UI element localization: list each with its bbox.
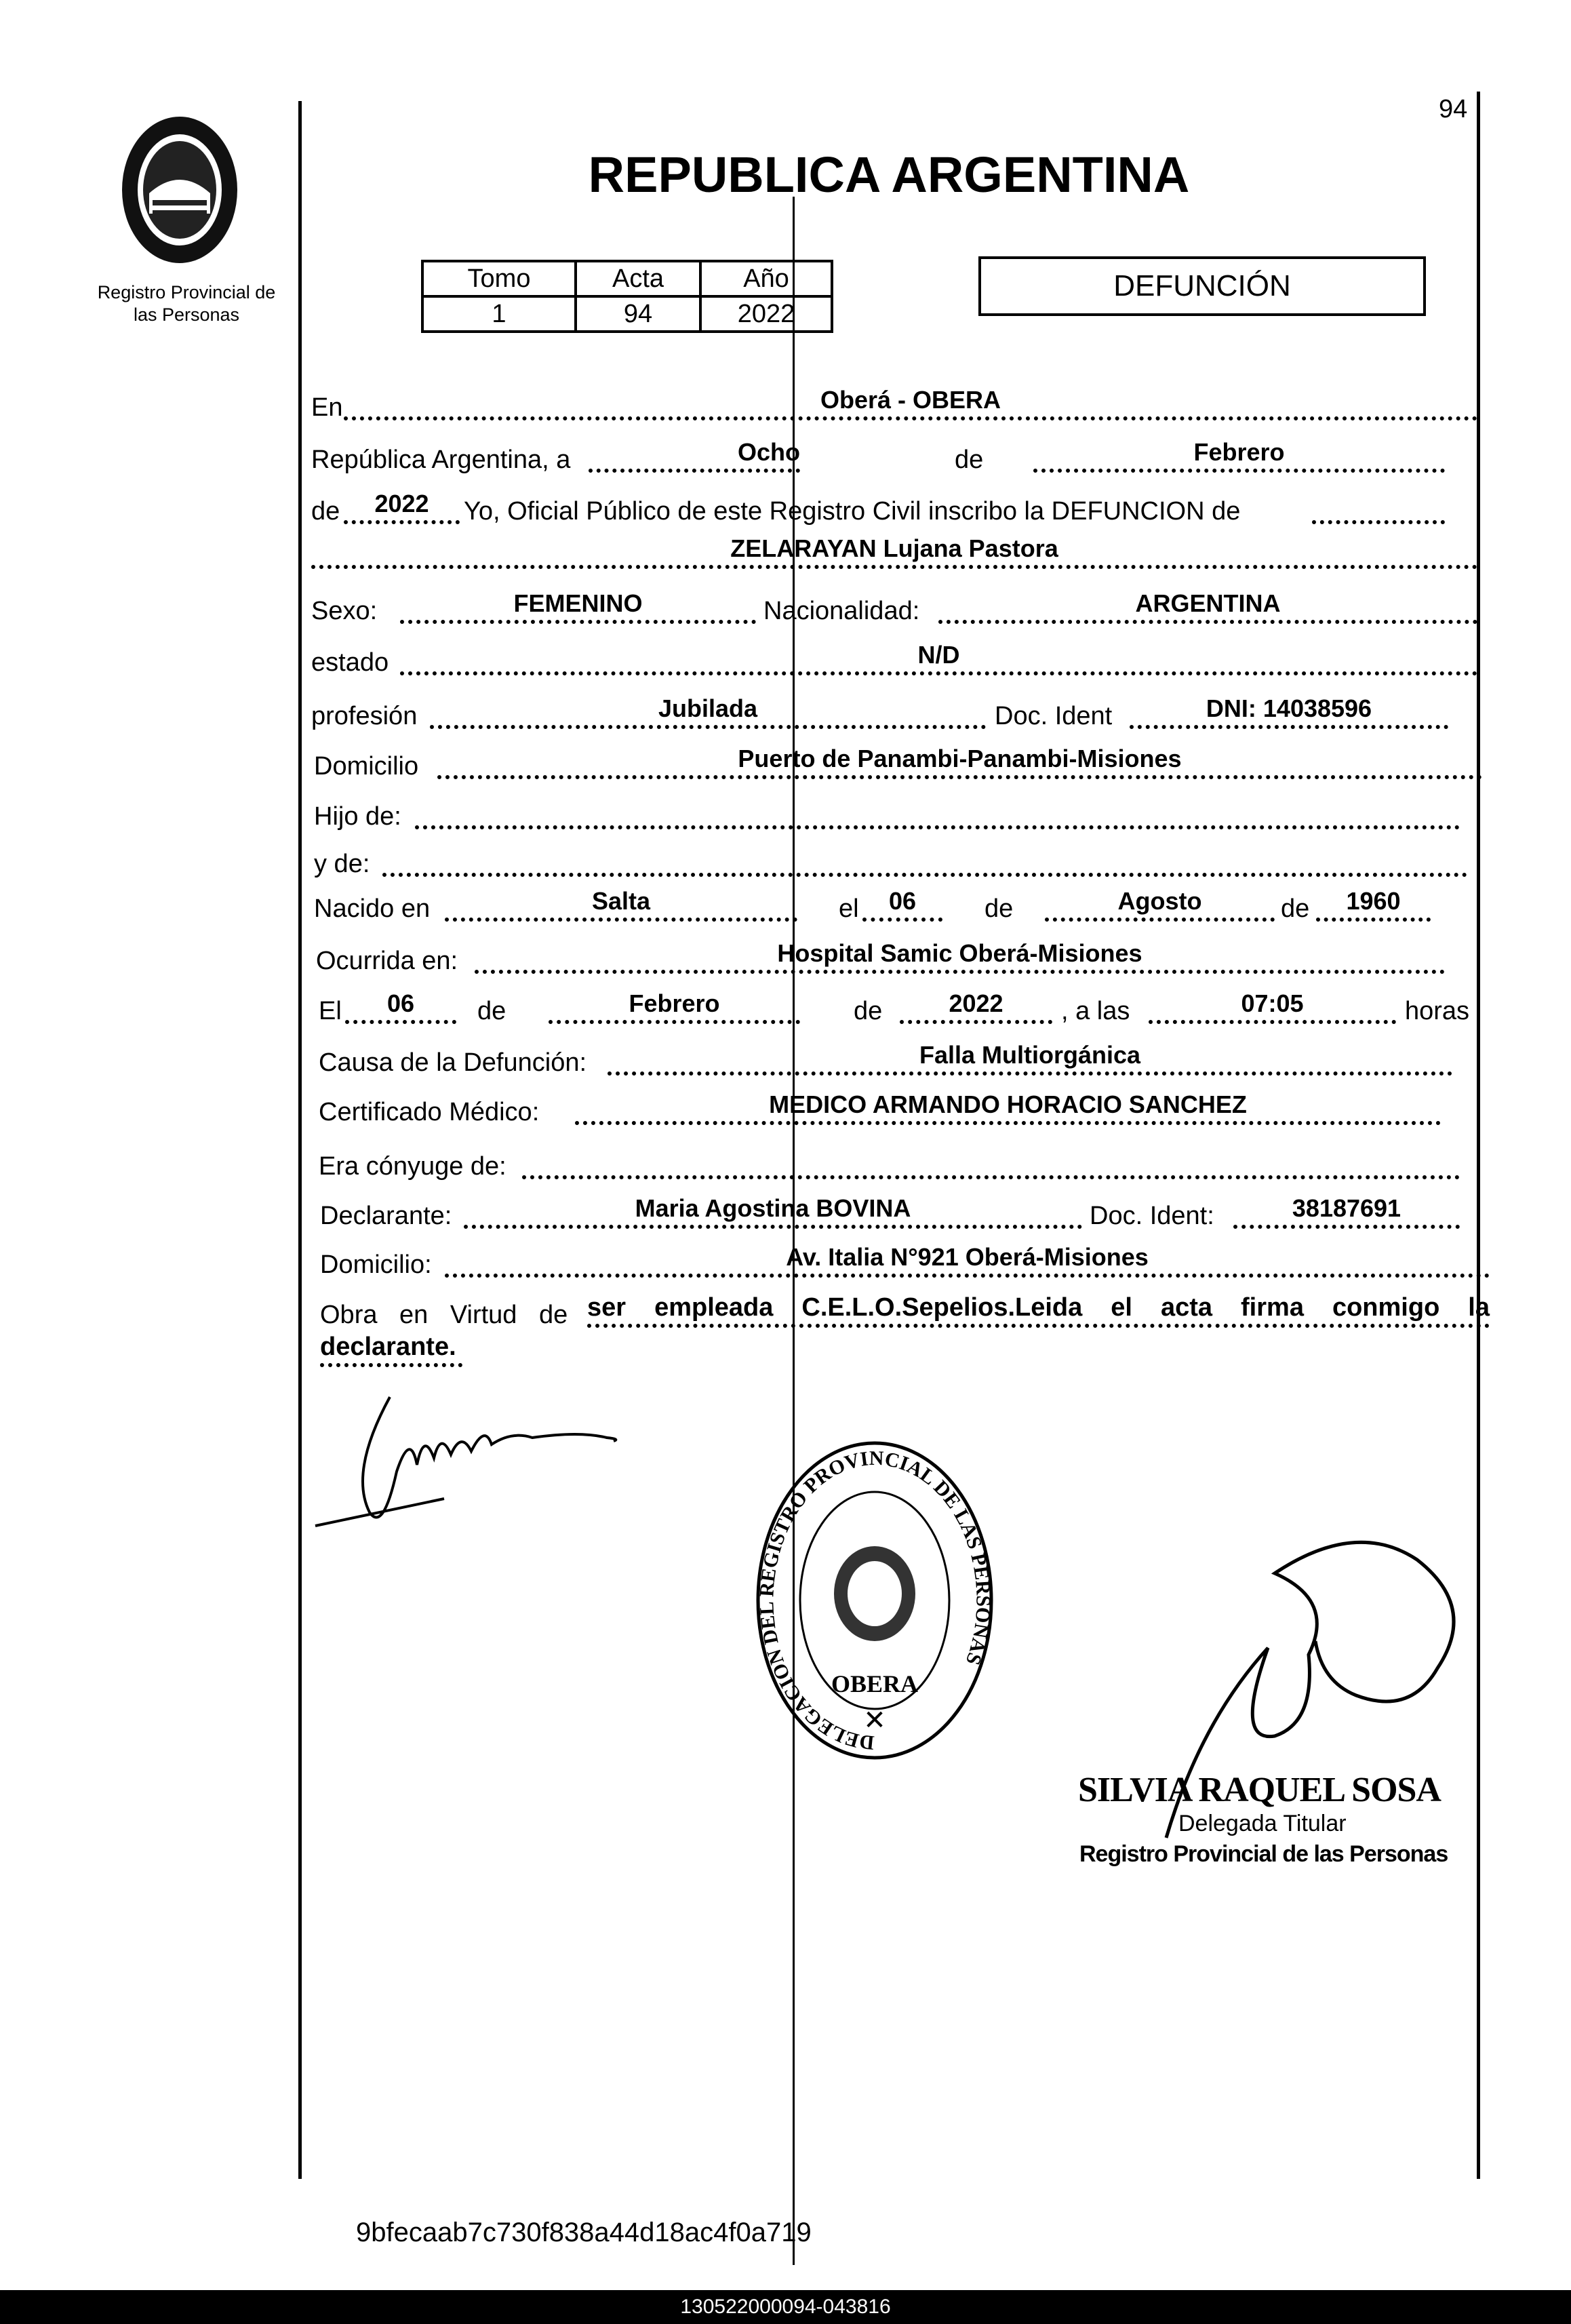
nacionalidad-label: Nacionalidad: (763, 597, 920, 625)
signatory-name: SILVIA RAQUEL SOSA (1078, 1771, 1441, 1809)
header-anio: Año (700, 261, 832, 296)
row-obra-end (0, 1331, 1571, 1378)
registry-label-line1: Registro Provincial de (97, 282, 276, 302)
day-field: Ocho (589, 436, 800, 473)
row-domicilio (0, 743, 1571, 790)
causa-field: Falla Multiorgánica (608, 1039, 1452, 1076)
de-label: de (477, 997, 506, 1025)
row-ocurrida (0, 937, 1571, 985)
declarante-domicilio-field: Av. Italia N°921 Oberá-Misiones (445, 1241, 1490, 1278)
horas-label: horas (1405, 997, 1470, 1025)
hijo-label: Hijo de: (314, 802, 401, 831)
registry-label (88, 281, 285, 326)
row-name (0, 532, 1571, 580)
row-sexo (0, 587, 1571, 635)
birth-day-field: 06 (862, 885, 942, 922)
conyuge-label: Era cónyuge de: (319, 1152, 506, 1181)
seal-text: DELEGACION DEL REGISTRO PROVINCIAL DE LAS PERSONAS (755, 1446, 995, 1754)
death-day-field: 06 (345, 987, 456, 1024)
death-month-field: Febrero (549, 987, 800, 1024)
birthplace-field: Salta (445, 885, 797, 922)
alas-label: , a las (1061, 997, 1130, 1025)
yo-trailing-field (1312, 488, 1445, 524)
row-certificado (0, 1088, 1571, 1136)
de-label: de (1281, 894, 1310, 923)
doc-ident-label: Doc. Ident (995, 702, 1113, 730)
en-label: En (311, 393, 343, 422)
estado-label: estado (311, 648, 389, 677)
ocurrida-label: Ocurrida en: (316, 947, 458, 975)
doc-ident-field: DNI: 14038596 (1130, 692, 1448, 729)
domicilio-field: Puerto de Panambi-Panambi-Misiones (437, 743, 1482, 779)
obra-end-field: declarante. (320, 1331, 462, 1367)
row-en (0, 384, 1571, 431)
certificado-field: MEDICO ARMANDO HORACIO SANCHEZ (575, 1088, 1441, 1125)
record-table (421, 260, 833, 333)
yo-text: Yo, Oficial Público de este Registro Civil inscribo la DEFUNCION de (464, 497, 1241, 526)
barcode-bar (0, 2290, 1571, 2324)
El-label: El (319, 997, 342, 1025)
obra-field: ser empleada C.E.L.O.Sepelios.Leida el acta firma conmigo la (587, 1291, 1490, 1328)
value-acta: 94 (576, 296, 700, 332)
death-year-field: 2022 (900, 987, 1052, 1024)
row-conyuge (0, 1143, 1571, 1190)
svg-text:✕: ✕ (863, 1706, 886, 1735)
deceased-name-field: ZELARAYAN Lujana Pastora (311, 532, 1477, 569)
hijo-field (415, 793, 1460, 829)
estado-field: N/D (400, 639, 1477, 675)
row-causa (0, 1039, 1571, 1086)
document-hash: 9bfecaab7c730f838a44d18ac4f0a719 (356, 2218, 812, 2247)
year-field: 2022 (344, 488, 460, 524)
declarant-signature (309, 1390, 688, 1539)
de-label: de (311, 497, 340, 526)
record-type-box: DEFUNCIÓN (978, 256, 1426, 316)
de-label: de (854, 997, 883, 1025)
place-field: Oberá - OBERA (344, 384, 1477, 420)
page-number: 94 (1439, 95, 1468, 123)
de-label: de (955, 446, 984, 474)
conyuge-field (522, 1143, 1460, 1179)
declarante-domicilio-label: Domicilio: (320, 1250, 432, 1279)
row-declarante-domicilio (0, 1241, 1571, 1288)
row-death-date (0, 987, 1571, 1035)
ocurrida-field: Hospital Samic Oberá-Misiones (475, 937, 1445, 974)
value-anio: 2022 (700, 296, 832, 332)
sexo-field: FEMENINO (400, 587, 756, 624)
declarante-doc-label: Doc. Ident: (1090, 1202, 1214, 1230)
declarante-field: Maria Agostina BOVINA (464, 1192, 1082, 1229)
signatory-role: Delegada Titular (1178, 1811, 1347, 1836)
declarante-doc-field: 38187691 (1233, 1192, 1460, 1229)
de-label: de (985, 894, 1014, 923)
registry-seal (753, 1438, 997, 1763)
province-logo (112, 112, 247, 271)
header-tomo: Tomo (422, 261, 576, 296)
month-field: Febrero (1033, 436, 1445, 473)
row-year (0, 488, 1571, 535)
death-time-field: 07:05 (1149, 987, 1396, 1024)
row-profesion (0, 692, 1571, 740)
nacionalidad-field: ARGENTINA (938, 587, 1477, 624)
causa-label: Causa de la Defunción: (319, 1048, 587, 1077)
birth-year-field: 1960 (1316, 885, 1431, 922)
value-tomo: 1 (422, 296, 576, 332)
row-nacido (0, 885, 1571, 932)
certificado-label: Certificado Médico: (319, 1098, 540, 1126)
signatory-office: Registro Provincial de las Personas (1079, 1841, 1448, 1867)
domicilio-label: Domicilio (314, 752, 419, 781)
barcode-number: 130522000094-043816 (680, 2296, 891, 2318)
obra-label: Obra en Virtud de (320, 1301, 568, 1329)
seal-city: OBERA (831, 1670, 919, 1697)
yde-field (382, 840, 1467, 877)
page-title: REPUBLICA ARGENTINA (588, 146, 1190, 203)
republica-label: República Argentina, a (311, 446, 571, 474)
el-label: el (839, 894, 859, 923)
sexo-label: Sexo: (311, 597, 378, 625)
birth-month-field: Agosto (1045, 885, 1275, 922)
row-hijo (0, 793, 1571, 840)
row-estado (0, 639, 1571, 686)
row-date (0, 436, 1571, 484)
yde-label: y de: (314, 850, 370, 878)
nacido-label: Nacido en (314, 894, 431, 923)
profesion-field: Jubilada (430, 692, 986, 729)
row-declarante (0, 1192, 1571, 1240)
row-yde (0, 840, 1571, 888)
profesion-label: profesión (311, 702, 418, 730)
header-acta: Acta (576, 261, 700, 296)
declarante-label: Declarante: (320, 1202, 452, 1230)
registry-label-line2: las Personas (133, 304, 240, 325)
